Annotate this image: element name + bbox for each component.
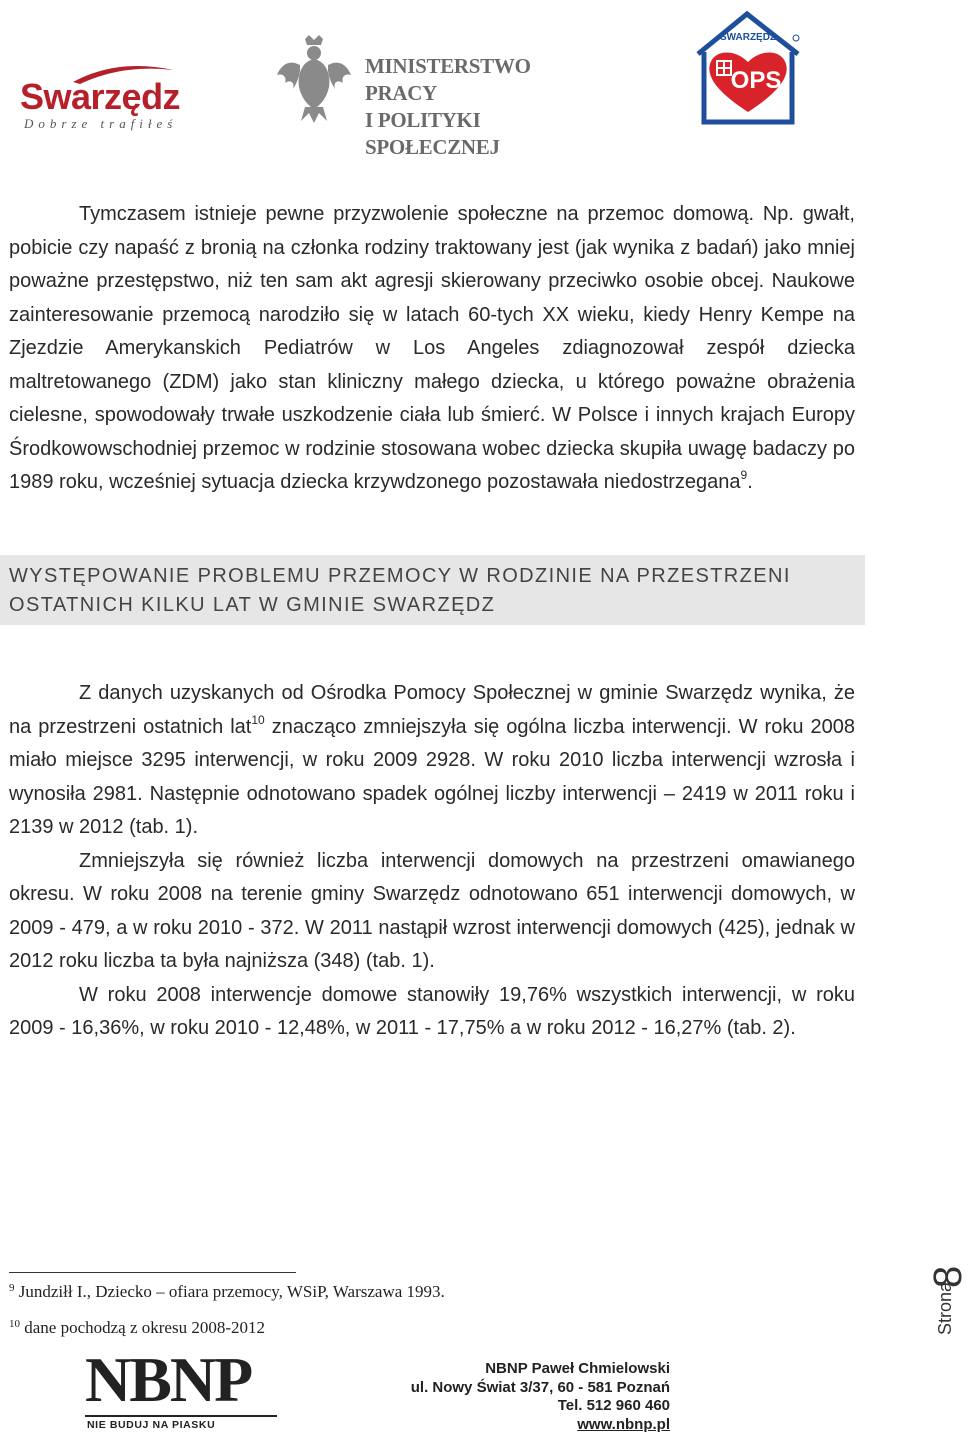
paragraph-1-text: Tymczasem istnieje pewne przyzwolenie społeczne na przemoc domową. Np. gwałt, pobicie czy napaść z bronią na członka rodziny traktowany jest (jak wynika z badań) jako mniej poważne przestępstwo, niż ten sam akt agresji skierowany przeciwko osobie obcej. Naukowe zainteresowanie przemocą narodziło się w latach 60-tych XX wieku, kiedy Henry Kempe na Zjezdzie Amerykanskich Pediatrów w Los Angeles zdiagnozował zespół dziecka maltretowanego (ZDM) jako stan kliniczny małego dziecka, u którego poważne obrażenia cielesne, spowodowały trwałe uszkodzenie ciała lub śmierć. W Polsce i innych krajach Europy Środkowowschodniej przemoc w rodzinie stosowana wobec dziecka skupiła uwagę badaczy po 1989 roku, wcześniej sytuacja dziecka krzywdzonego pozostawała niedostrzegana	[9, 203, 855, 493]
eagle-emblem-icon	[275, 35, 353, 123]
footnote-9-number: 9	[9, 1282, 15, 1294]
ministry-line-1: MINISTERSTWO PRACY	[365, 54, 531, 105]
paragraph-4: W roku 2008 interwencje domowe stanowiły 19,76% wszystkich interwencji, w roku 2009 - 16,36%, w roku 2010 - 12,48%, w 2011 - 17,75% a w roku 2012 - 16,27% (tab. 2).	[9, 983, 855, 1039]
contact-phone: Tel. 512 960 460	[557, 1397, 670, 1414]
swarzedz-logo-tagline: Dobrze trafiłeś	[24, 116, 178, 131]
ops-logo	[690, 8, 805, 128]
footnote-9-text: Jundziłł I., Dziecko – ofiara przemocy, WSiP, Warszawa 1993.	[18, 1282, 445, 1301]
footnote-10-number: 10	[9, 1318, 20, 1330]
paragraph-2-text-a: Z danych uzyskanych od Ośrodka Pomocy Społecznej w gminie Swarzędz wynika, że na przestrzeni ostatnich lat	[9, 682, 855, 738]
paragraph-group	[9, 677, 855, 1046]
ops-logo-badge: OPS	[730, 67, 782, 94]
ops-logo-top-text: SWARZĘDZ	[719, 32, 777, 43]
contact-website-link[interactable]: www.nbnp.pl	[577, 1415, 670, 1433]
footnote-10-text: dane pochodzą z okresu 2008-2012	[24, 1318, 266, 1337]
paragraph-1-end: .	[747, 471, 753, 493]
swarzedz-logo	[20, 60, 210, 135]
nbnp-logo	[85, 1345, 280, 1430]
paragraph-1	[9, 198, 855, 500]
footnote-9	[9, 1282, 445, 1302]
nbnp-logo-name: NBNP	[85, 1344, 252, 1415]
footer-contact	[411, 1360, 670, 1434]
footnote-ref-10[interactable]: 10	[251, 712, 265, 727]
page-number-wrap	[926, 1248, 970, 1288]
paragraph-2	[9, 677, 855, 845]
footnote-10	[9, 1318, 265, 1338]
footnote-ref-9[interactable]: 9	[740, 468, 748, 482]
ministry-logo	[275, 35, 595, 159]
paragraph-2-text-b: znacząco zmniejszyła się ogólna liczba interwencji. W roku 2008 miało miejsce 3295 interwencji, w roku 2009 2928. W roku 2010 liczba interwencji wzrosła i wynosiła 2981. Następnie odnotowano spadek ogólnej liczby interwencji – 2419 w 2011 roku i 2139 w 2012 (tab. 1).	[9, 715, 855, 838]
nbnp-logo-tagline: NIE BUDUJ NA PIASKU	[87, 1419, 216, 1431]
ministry-logo-text	[365, 53, 595, 161]
page-number: 8	[926, 1265, 970, 1288]
nbnp-logo-underline	[85, 1415, 277, 1417]
contact-address: ul. Nowy Świat 3/37, 60 - 581 Poznań	[410, 1378, 670, 1396]
page-label-word: Strona	[935, 1281, 955, 1335]
paragraph-3: Zmniejszyła się również liczba interwencji domowych na przestrzeni omawianego okresu. W roku 2008 na terenie gminy Swarzędz odnotowano 651 interwencji domowych, w 2009 - 479, a w roku 2010 - 372. W 2011 nastąpił wzrost interwencji domowych (425), jednak w 2012 roku liczba ta była najniższa (348) (tab. 1).	[9, 849, 855, 972]
contact-name: NBNP Paweł Chmielowski	[485, 1360, 670, 1377]
swarzedz-logo-name: Swarzędz	[20, 76, 181, 117]
section-heading: WYSTĘPOWANIE PROBLEMU PRZEMOCY W RODZINIE NA PRZESTRZENI OSTATNICH KILKU LAT W GMINIE SWARZĘDZ	[9, 565, 791, 616]
footnote-divider	[9, 1272, 296, 1273]
ministry-line-2: I POLITYKI SPOŁECZNEJ	[365, 108, 500, 159]
